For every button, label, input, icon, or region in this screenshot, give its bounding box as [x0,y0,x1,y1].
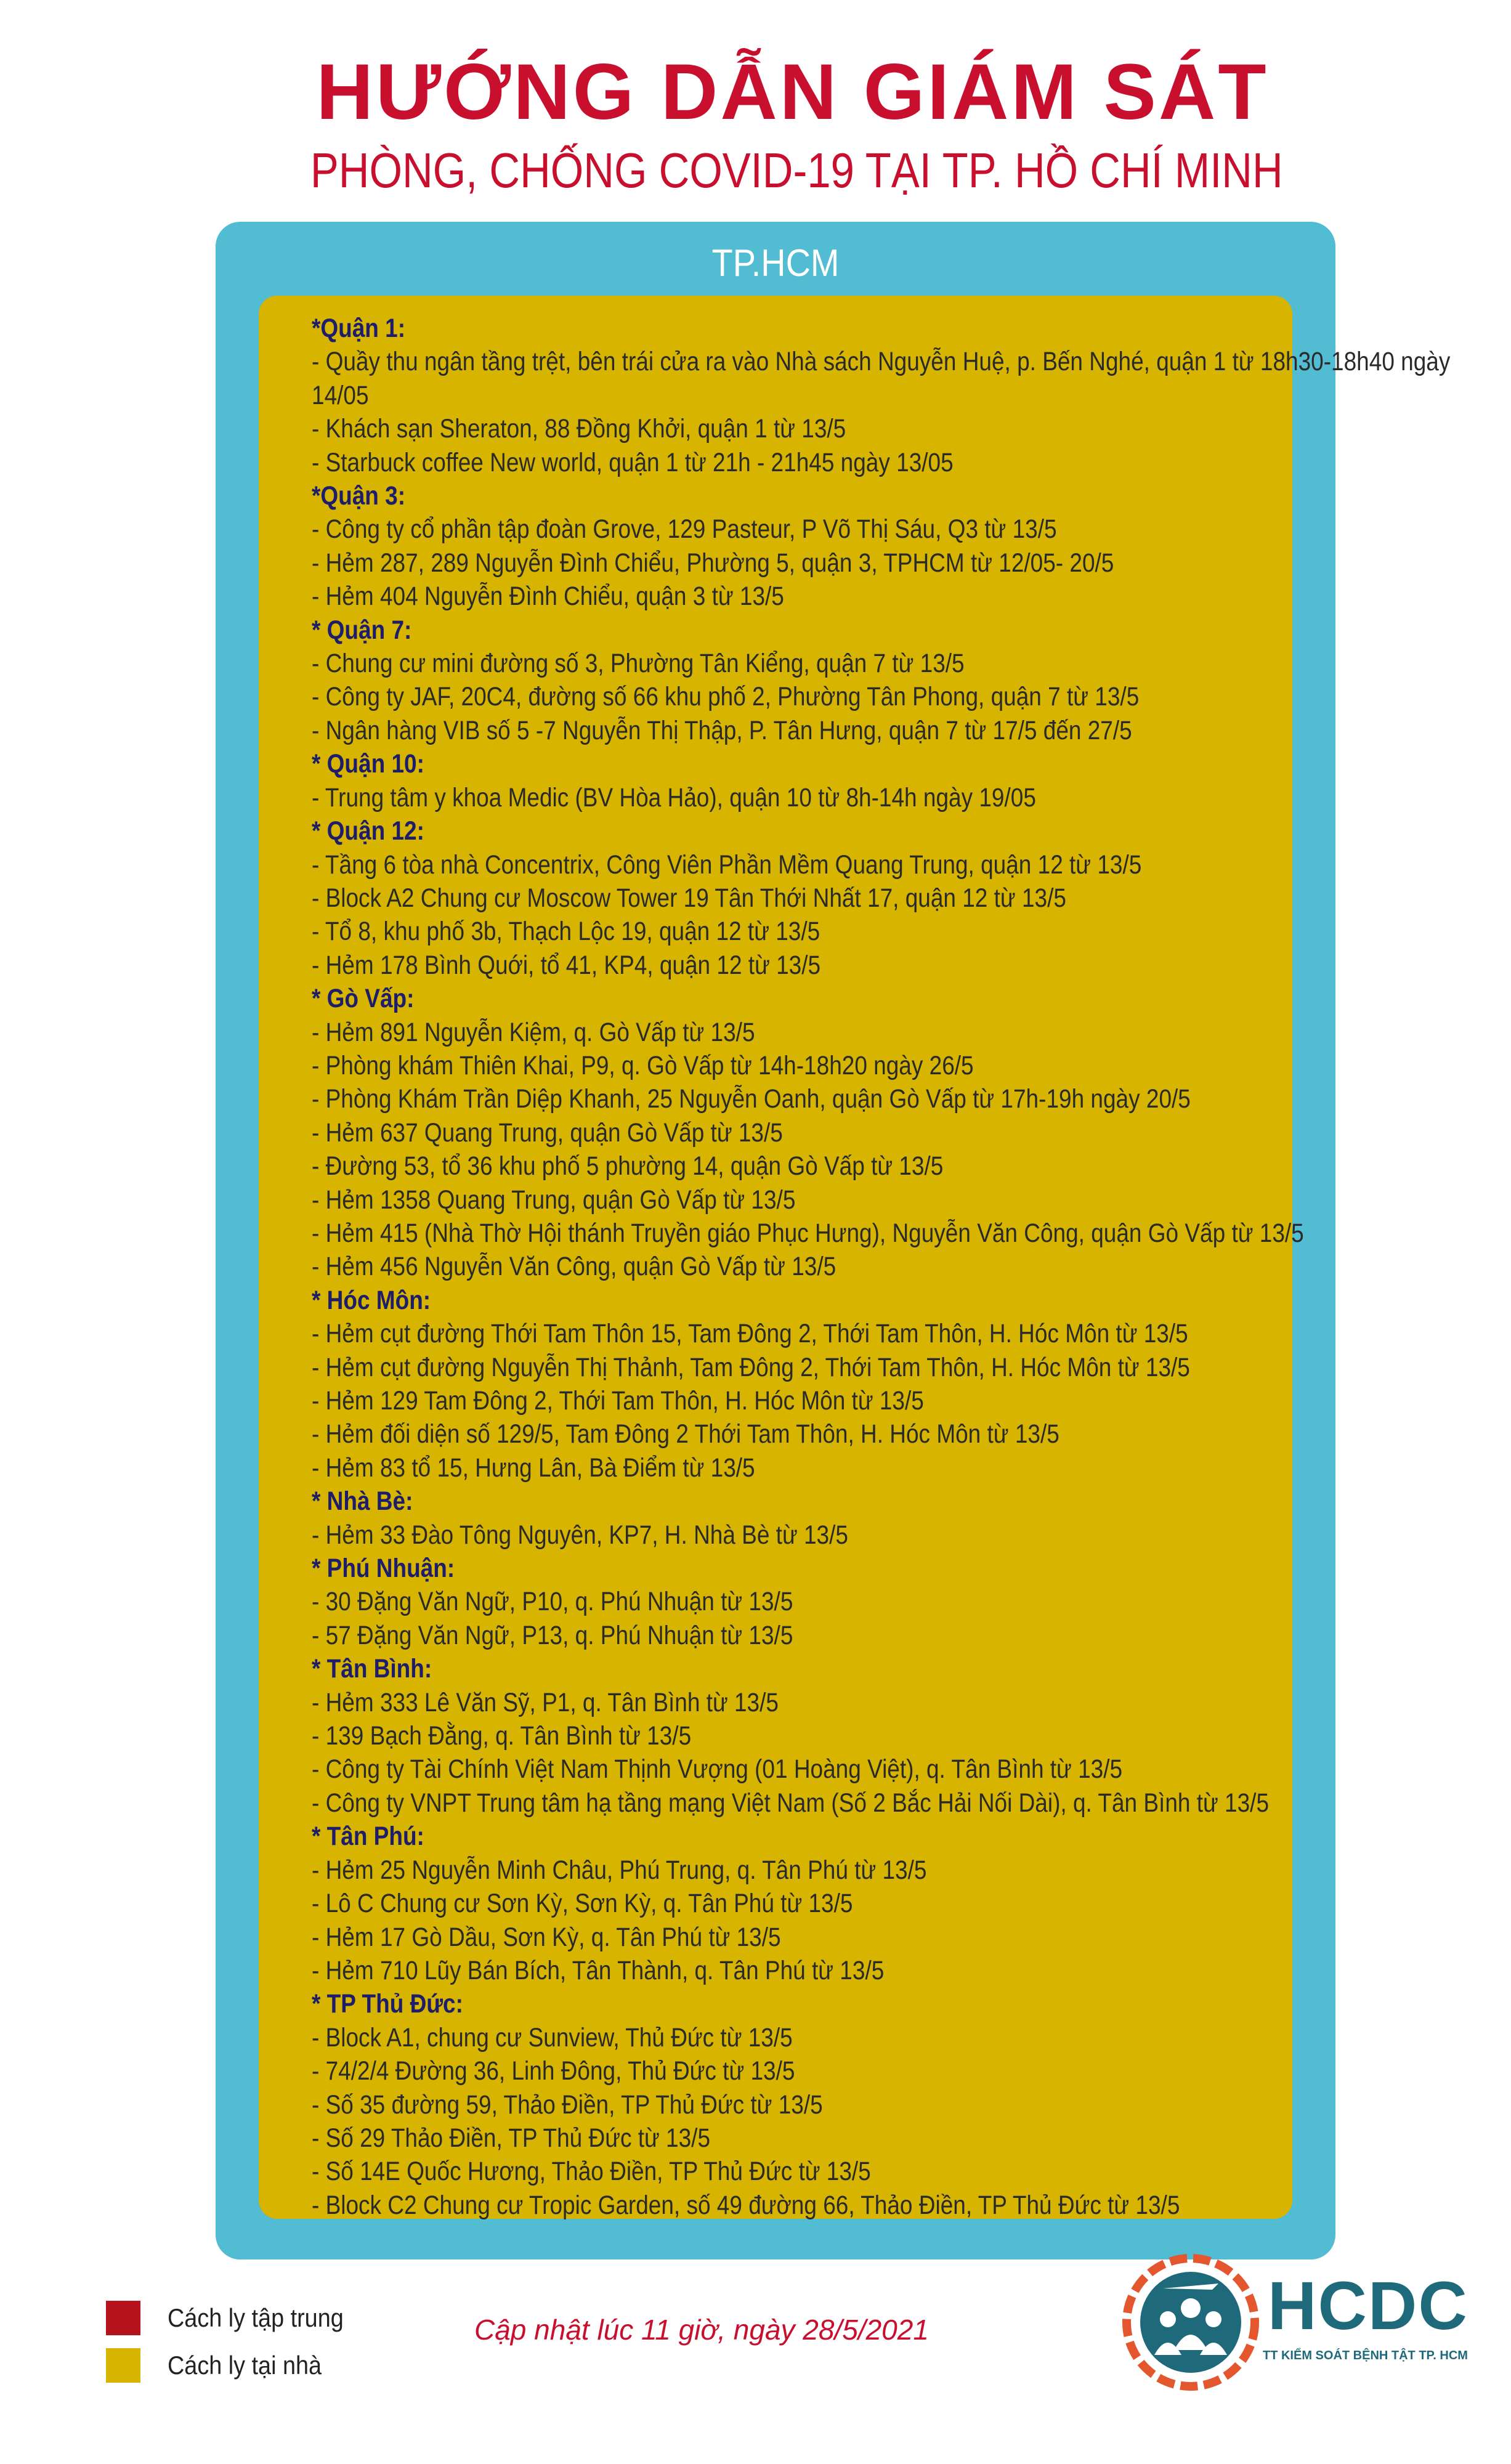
district-heading: * Nhà Bè: [312,1486,413,1517]
location-item: - Hẻm 17 Gò Dầu, Sơn Kỳ, q. Tân Phú từ 13/5 [312,1922,781,1952]
hcdc-emblem-icon [1120,2251,1262,2393]
location-item: - 139 Bạch Đằng, q. Tân Bình từ 13/5 [312,1721,692,1751]
location-panel [259,296,1451,2220]
district-heading: * Quận 7: [312,615,412,645]
page-subtitle: PHÒNG, CHỐNG COVID-19 TẠI TP. HỒ CHÍ MINH [310,143,1283,198]
location-item: - Khách sạn Sheraton, 88 Đồng Khởi, quận 1 từ 13/5 [312,414,846,444]
location-item: - Hẻm 287, 289 Nguyễn Đình Chiểu, Phường 5, quận 3, TPHCM từ 12/05- 20/5 [312,548,1114,578]
location-item: - Hẻm 891 Nguyễn Kiệm, q. Gò Vấp từ 13/5 [312,1017,755,1047]
location-item: - Hẻm 83 tổ 15, Hưng Lân, Bà Điểm từ 13/5 [312,1453,755,1483]
location-frame [216,222,1451,2259]
location-item: - Công ty VNPT Trung tâm hạ tầng mạng Việt Nam (Số 2 Bắc Hải Nối Dài), q. Tân Bình từ 13/5 [312,1788,1270,1818]
location-item: - Tổ 8, khu phố 3b, Thạch Lộc 19, quận 12 từ 13/5 [312,917,820,947]
district-heading: * Quận 10: [312,749,424,779]
district-heading: * TP Thủ Đức: [312,1989,463,2019]
district-heading: * Tân Bình: [312,1654,432,1684]
location-item: - Tầng 6 tòa nhà Concentrix, Công Viên Phần Mềm Quang Trung, quận 12 từ 13/5 [312,849,1142,880]
location-item: - Block A1, chung cư Sunview, Thủ Đức từ 13/5 [312,2022,793,2053]
frame-title: TP.HCM [711,242,840,285]
logo-tagline: TT KIỂM SOÁT BỆNH TẬT TP. HCM [1263,2349,1468,2362]
location-item: - Block C2 Chung cư Tropic Garden, số 49 đường 66, Thảo Điền, TP Thủ Đức từ 13/5 [312,2190,1180,2220]
district-heading: *Quận 1: [312,314,406,343]
location-item: - Ngân hàng VIB số 5 -7 Nguyễn Thị Thập, P. Tân Hưng, quận 7 từ 17/5 đến 27/5 [312,715,1132,745]
location-item: - Lô C Chung cư Sơn Kỳ, Sơn Kỳ, q. Tân Phú từ 13/5 [312,1889,853,1919]
legend-label: Cách ly tại nhà [168,2351,322,2380]
hcdc-logo [1120,2245,1468,2412]
location-item: - 57 Đặng Văn Ngữ, P13, q. Phú Nhuận từ 13/5 [312,1620,793,1650]
location-item: - Trung tâm y khoa Medic (BV Hòa Hảo), quận 10 từ 8h-14h ngày 19/05 [312,782,1036,813]
location-item: - Đường 53, tổ 36 khu phố 5 phường 14, quận Gò Vấp từ 13/5 [312,1151,944,1181]
location-item: - Công ty cổ phần tập đoàn Grove, 129 Pasteur, P Võ Thị Sáu, Q3 từ 13/5 [312,514,1057,545]
location-item: - Phòng Khám Trần Diệp Khanh, 25 Nguyễn Oanh, quận Gò Vấp từ 17h-19h ngày 20/5 [312,1084,1191,1114]
location-item: - Hẻm 710 Lũy Bán Bích, Tân Thành, q. Tân Phú từ 13/5 [312,1955,885,1985]
location-item: - 74/2/4 Đường 36, Linh Đông, Thủ Đức từ 13/5 [312,2056,795,2086]
location-item: - Hẻm 33 Đào Tông Nguyên, KP7, H. Nhà Bè từ 13/5 [312,1520,848,1550]
legend-item-home [106,2347,339,2384]
location-item: - Chung cư mini đường số 3, Phường Tân Kiểng, quận 7 từ 13/5 [312,649,965,679]
district-heading: *Quận 3: [312,481,406,511]
location-item: - Số 14E Quốc Hương, Thảo Điền, TP Thủ Đức từ 13/5 [312,2157,871,2187]
location-item: - Số 29 Thảo Điền, TP Thủ Đức từ 13/5 [312,2123,711,2153]
district-heading: * Gò Vấp: [312,984,415,1014]
update-timestamp: Cập nhật lúc 11 giờ, ngày 28/5/2021 [474,2314,929,2346]
location-item: 14/05 [312,380,369,410]
location-item: - Hẻm 404 Nguyễn Đình Chiểu, quận 3 từ 13/5 [312,582,784,612]
page-title: HƯỚNG DẪN GIÁM SÁT [316,48,1269,136]
location-item: - Hẻm 1358 Quang Trung, quận Gò Vấp từ 13/5 [312,1185,796,1215]
location-item: - Hẻm 25 Nguyễn Minh Châu, Phú Trung, q. Tân Phú từ 13/5 [312,1855,927,1885]
location-item: - Hẻm 129 Tam Đông 2, Thới Tam Thôn, H. Hóc Môn từ 13/5 [312,1386,924,1416]
location-item: - Công ty JAF, 20C4, đường số 66 khu phố 2, Phường Tân Phong, quận 7 từ 13/5 [312,682,1140,712]
location-item: - Số 35 đường 59, Thảo Điền, TP Thủ Đức từ 13/5 [312,2089,823,2120]
location-item: - Phòng khám Thiên Khai, P9, q. Gò Vấp từ 14h-18h20 ngày 26/5 [312,1050,974,1080]
legend-swatch-yellow [106,2348,140,2383]
location-item: - Hẻm đối diện số 129/5, Tam Đông 2 Thới Tam Thôn, H. Hóc Môn từ 13/5 [312,1419,1059,1449]
logo-wordmark: HCDC [1268,2268,1468,2344]
location-item: - Hẻm cụt đường Nguyễn Thị Thảnh, Tam Đông 2, Thới Tam Thôn, H. Hóc Môn từ 13/5 [312,1352,1190,1382]
legend-item-centralized [106,2300,363,2336]
location-item: - Hẻm 333 Lê Văn Sỹ, P1, q. Tân Bình từ 13/5 [312,1687,779,1717]
district-heading: * Tân Phú: [312,1822,424,1852]
location-item: - Block A2 Chung cư Moscow Tower 19 Tân Thới Nhất 17, quận 12 từ 13/5 [312,883,1066,913]
district-heading: * Phú Nhuận: [312,1554,455,1584]
location-item: - Hẻm 178 Bình Quới, tổ 41, KP4, quận 12 từ 13/5 [312,950,821,980]
district-heading: * Quận 12: [312,816,424,846]
district-heading: * Hóc Môn: [312,1285,431,1315]
location-item: - Starbuck coffee New world, quận 1 từ 21h - 21h45 ngày 13/05 [312,447,954,477]
location-item: - 30 Đặng Văn Ngữ, P10, q. Phú Nhuận từ 13/5 [312,1587,793,1617]
location-item: - Hẻm 456 Nguyễn Văn Công, quận Gò Vấp từ 13/5 [312,1252,837,1282]
location-list [312,312,1451,2222]
location-item: - Hẻm cụt đường Thới Tam Thôn 15, Tam Đông 2, Thới Tam Thôn, H. Hóc Môn từ 13/5 [312,1319,1188,1349]
location-item: - Hẻm 637 Quang Trung, quận Gò Vấp từ 13/5 [312,1117,783,1148]
legend-swatch-red [106,2301,140,2335]
location-item: - Quầy thu ngân tầng trệt, bên trái cửa ra vào Nhà sách Nguyễn Huệ, p. Bến Nghé, quận 1 từ 18h30-18h40 ngày [312,347,1451,377]
legend-label: Cách ly tập trung [168,2303,344,2332]
location-item: - Công ty Tài Chính Việt Nam Thịnh Vượng (01 Hoàng Việt), q. Tân Bình từ 13/5 [312,1754,1123,1785]
location-item: - Hẻm 415 (Nhà Thờ Hội thánh Truyền giáo Phục Hưng), Nguyễn Văn Công, quận Gò Vấp từ 13/5 [312,1218,1304,1248]
